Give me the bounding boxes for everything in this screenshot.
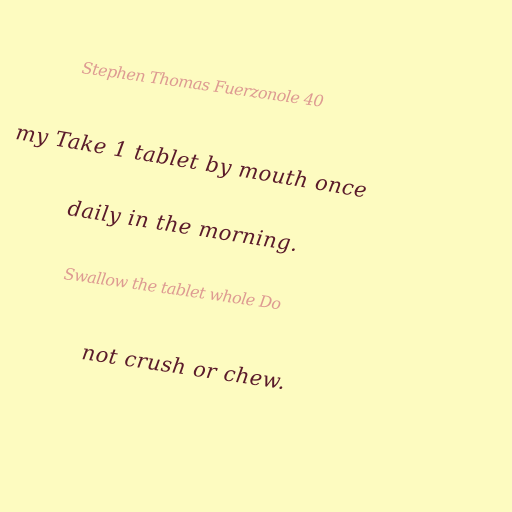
handwritten-instruction-line-3: not crush or chew. <box>80 340 288 395</box>
handwritten-instruction-line-1: my Take 1 tablet by mouth once <box>14 120 370 203</box>
faint-handwritten-line-2: Swallow the tablet whole Do <box>62 264 282 314</box>
faint-handwritten-line-1: Stephen Thomas Fuerzonole 40 <box>80 58 325 111</box>
handwritten-instruction-line-2: daily in the morning. <box>66 196 300 257</box>
